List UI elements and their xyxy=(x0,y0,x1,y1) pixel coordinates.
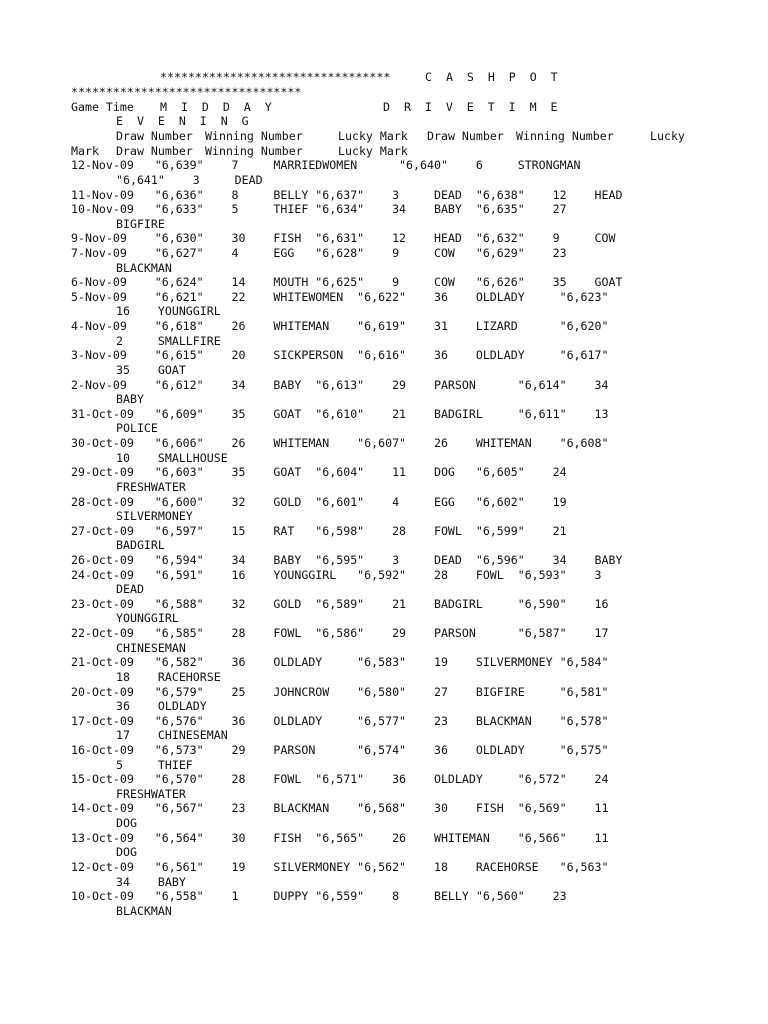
table-row-continuation: BIGFIRE xyxy=(116,217,165,231)
table-row: 28-Oct-09 "6,600" 32 GOLD "6,601" 4 EGG "6,602" 19 xyxy=(71,495,567,509)
table-row-continuation: SILVERMONEY xyxy=(116,509,193,523)
table-row: 30-Oct-09 "6,606" 26 WHITEMAN "6,607" 26 WHITEMAN "6,608" xyxy=(71,436,609,450)
table-row-continuation: YOUNGGIRL xyxy=(116,611,179,625)
table-row: 14-Oct-09 "6,567" 23 BLACKMAN "6,568" 30 FISH "6,569" 11 xyxy=(71,801,609,815)
table-row: 31-Oct-09 "6,609" 35 GOAT "6,610" 21 BADGIRL "6,611" 13 xyxy=(71,407,609,421)
col-lucky-mark-evening: Lucky Mark xyxy=(338,144,408,158)
table-row: 11-Nov-09 "6,636" 8 BELLY "6,637" 3 DEAD "6,638" 12 HEAD xyxy=(71,188,623,202)
table-row-continuation: 5 THIEF xyxy=(116,758,193,772)
col-lucky-drivetime: Lucky xyxy=(650,129,685,143)
table-row: 20-Oct-09 "6,579" 25 JOHNCROW "6,580" 27 BIGFIRE "6,581" xyxy=(71,685,609,699)
table-row-continuation: 34 BABY xyxy=(116,875,186,889)
table-row-continuation: BADGIRL xyxy=(116,538,165,552)
table-row: 9-Nov-09 "6,630" 30 FISH "6,631" 12 HEAD "6,632" 9 COW xyxy=(71,231,616,245)
table-row-continuation: BABY xyxy=(116,392,144,406)
table-row: 16-Oct-09 "6,573" 29 PARSON "6,574" 36 OLDLADY "6,575" xyxy=(71,743,609,757)
table-row-continuation: 35 GOAT xyxy=(116,363,186,377)
midday-label: M I D D A Y xyxy=(160,100,272,114)
table-row: 6-Nov-09 "6,624" 14 MOUTH "6,625" 9 COW "6,626" 35 GOAT xyxy=(71,275,623,289)
table-row: 3-Nov-09 "6,615" 20 SICKPERSON "6,616" 36 OLDLADY "6,617" xyxy=(71,348,609,362)
table-row: 26-Oct-09 "6,594" 34 BABY "6,595" 3 DEAD "6,596" 34 BABY xyxy=(71,553,623,567)
table-row: 10-Oct-09 "6,558" 1 DUPPY "6,559" 8 BELLY "6,560" 23 xyxy=(71,889,567,903)
col-winning-number-midday: Winning Number xyxy=(205,129,303,143)
col-draw-number-evening: Draw Number xyxy=(116,144,193,158)
table-row-continuation: 16 YOUNGGIRL xyxy=(116,304,221,318)
table-row-continuation: DOG xyxy=(116,845,137,859)
table-row-continuation: POLICE xyxy=(116,421,158,435)
table-row: 24-Oct-09 "6,591" 16 YOUNGGIRL "6,592" 28 FOWL "6,593" 3 xyxy=(71,568,602,582)
col-mark-drivetime: Mark xyxy=(71,144,99,158)
table-row-continuation: BLACKMAN xyxy=(116,904,172,918)
col-lucky-mark-midday: Lucky Mark xyxy=(338,129,408,143)
table-row-continuation: CHINESEMAN xyxy=(116,641,186,655)
table-row: 15-Oct-09 "6,570" 28 FOWL "6,571" 36 OLDLADY "6,572" 24 xyxy=(71,772,609,786)
table-row-continuation: FRESHWATER xyxy=(116,480,186,494)
table-row-continuation: 2 SMALLFIRE xyxy=(116,334,221,348)
col-draw-number-midday: Draw Number xyxy=(116,129,193,143)
header-stars-line2: ********************************* xyxy=(71,85,302,99)
table-row-continuation: "6,641" 3 DEAD xyxy=(116,173,263,187)
table-row: 4-Nov-09 "6,618" 26 WHITEMAN "6,619" 31 LIZARD "6,620" xyxy=(71,319,609,333)
table-row-continuation: 36 OLDLADY xyxy=(116,699,207,713)
table-row: 27-Oct-09 "6,597" 15 RAT "6,598" 28 FOWL "6,599" 21 xyxy=(71,524,567,538)
drivetime-label: D R I V E T I M E xyxy=(383,100,558,114)
table-row-continuation: 17 CHINESEMAN xyxy=(116,728,228,742)
table-row: 7-Nov-09 "6,627" 4 EGG "6,628" 9 COW "6,629" 23 xyxy=(71,246,567,260)
table-row: 10-Nov-09 "6,633" 5 THIEF "6,634" 34 BABY "6,635" 27 xyxy=(71,202,567,216)
table-row: 5-Nov-09 "6,621" 22 WHITEWOMEN "6,622" 36 OLDLADY "6,623" xyxy=(71,290,609,304)
game-time-label: Game Time xyxy=(71,100,134,114)
col-draw-number-drivetime: Draw Number xyxy=(427,129,504,143)
table-row: 23-Oct-09 "6,588" 32 GOLD "6,589" 21 BADGIRL "6,590" 16 xyxy=(71,597,609,611)
table-row: 12-Oct-09 "6,561" 19 SILVERMONEY "6,562" 18 RACEHORSE "6,563" xyxy=(71,860,609,874)
table-row: 12-Nov-09 "6,639" 7 MARRIEDWOMEN "6,640" 6 STRONGMAN xyxy=(71,158,581,172)
table-row-continuation: DOG xyxy=(116,816,137,830)
table-row: 13-Oct-09 "6,564" 30 FISH "6,565" 26 WHITEMAN "6,566" 11 xyxy=(71,831,609,845)
col-winning-number-evening: Winning Number xyxy=(205,144,303,158)
table-row: 17-Oct-09 "6,576" 36 OLDLADY "6,577" 23 BLACKMAN "6,578" xyxy=(71,714,609,728)
table-row-continuation: 10 SMALLHOUSE xyxy=(116,451,228,465)
table-row: 29-Oct-09 "6,603" 35 GOAT "6,604" 11 DOG "6,605" 24 xyxy=(71,465,567,479)
header-stars-top: ********************************* xyxy=(160,70,391,84)
col-winning-number-drivetime: Winning Number xyxy=(516,129,614,143)
table-row: 21-Oct-09 "6,582" 36 OLDLADY "6,583" 19 SILVERMONEY "6,584" xyxy=(71,655,609,669)
cashpot-title: C A S H P O T xyxy=(425,70,558,84)
table-row: 22-Oct-09 "6,585" 28 FOWL "6,586" 29 PARSON "6,587" 17 xyxy=(71,626,609,640)
table-row-continuation: FRESHWATER xyxy=(116,787,186,801)
table-row-continuation: BLACKMAN xyxy=(116,261,172,275)
table-row: 2-Nov-09 "6,612" 34 BABY "6,613" 29 PARSON "6,614" 34 xyxy=(71,378,609,392)
evening-label: E V E N I N G xyxy=(116,114,249,128)
table-row-continuation: 18 RACEHORSE xyxy=(116,670,221,684)
table-row-continuation: DEAD xyxy=(116,582,144,596)
